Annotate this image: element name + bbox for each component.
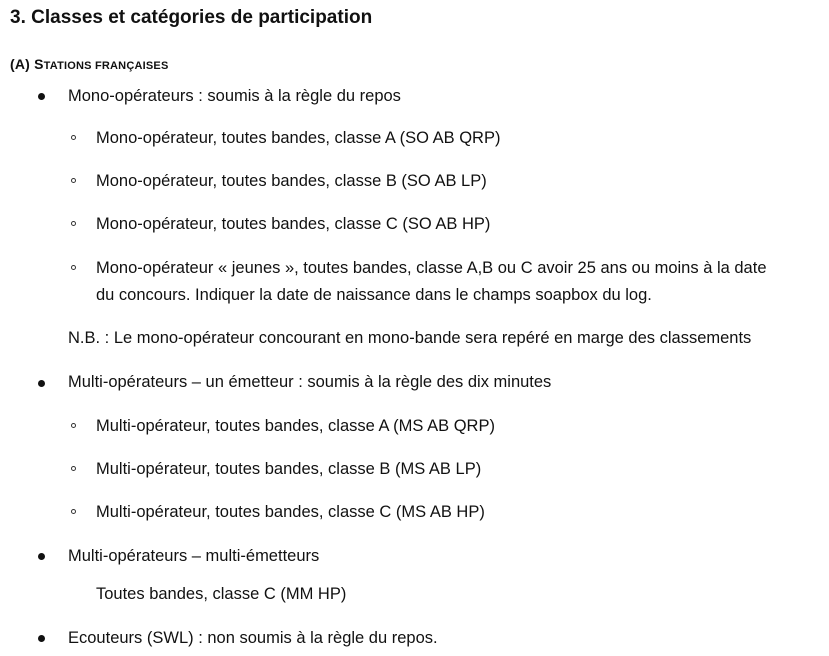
note: N.B. : Le mono-opérateur concourant en mono-bande sera repéré en marge des classements (68, 329, 752, 347)
circle-bullet-icon (71, 509, 76, 514)
list-item-continuation: du concours. Indiquer la date de naissance dans le champs soapbox du log. (96, 286, 652, 304)
circle-bullet-icon (71, 178, 76, 183)
list-item: Mono-opérateur, toutes bandes, classe A (SO AB QRP) (96, 129, 501, 147)
category-mono: Mono-opérateurs : soumis à la règle du repos (68, 87, 401, 105)
section-heading: 3. Classes et catégories de participation (10, 7, 373, 28)
category-swl: Ecouteurs (SWL) : non soumis à la règle du repos. (68, 629, 438, 647)
circle-bullet-icon (71, 135, 76, 140)
category-multi-multi: Multi-opérateurs – multi-émetteurs (68, 547, 320, 565)
subsection-heading (10, 54, 168, 76)
circle-bullet-icon (71, 221, 76, 226)
bullet-icon (38, 380, 45, 387)
list-item: Multi-opérateur, toutes bandes, classe C (MS AB HP) (96, 503, 485, 521)
list-item: Multi-opérateur, toutes bandes, classe B (MS AB LP) (96, 460, 482, 478)
category-multi-single: Multi-opérateurs – un émetteur : soumis à la règle des dix minutes (68, 373, 552, 391)
list-item: Multi-opérateur, toutes bandes, classe A (MS AB QRP) (96, 417, 495, 435)
category-detail: Toutes bandes, classe C (MM HP) (96, 585, 347, 603)
subsection-heading-prefix: (A) S (10, 56, 44, 72)
list-item: Mono-opérateur, toutes bandes, classe B (SO AB LP) (96, 172, 487, 190)
circle-bullet-icon (71, 265, 76, 270)
bullet-icon (38, 93, 45, 100)
bullet-icon (38, 635, 45, 642)
circle-bullet-icon (71, 423, 76, 428)
circle-bullet-icon (71, 466, 76, 471)
list-item: Mono-opérateur, toutes bandes, classe C (SO AB HP) (96, 215, 491, 233)
bullet-icon (38, 553, 45, 560)
list-item: Mono-opérateur « jeunes », toutes bandes, classe A,B ou C avoir 25 ans ou moins à la date (96, 259, 767, 277)
subsection-heading-rest: TATIONS FRANÇAISES (43, 60, 169, 72)
